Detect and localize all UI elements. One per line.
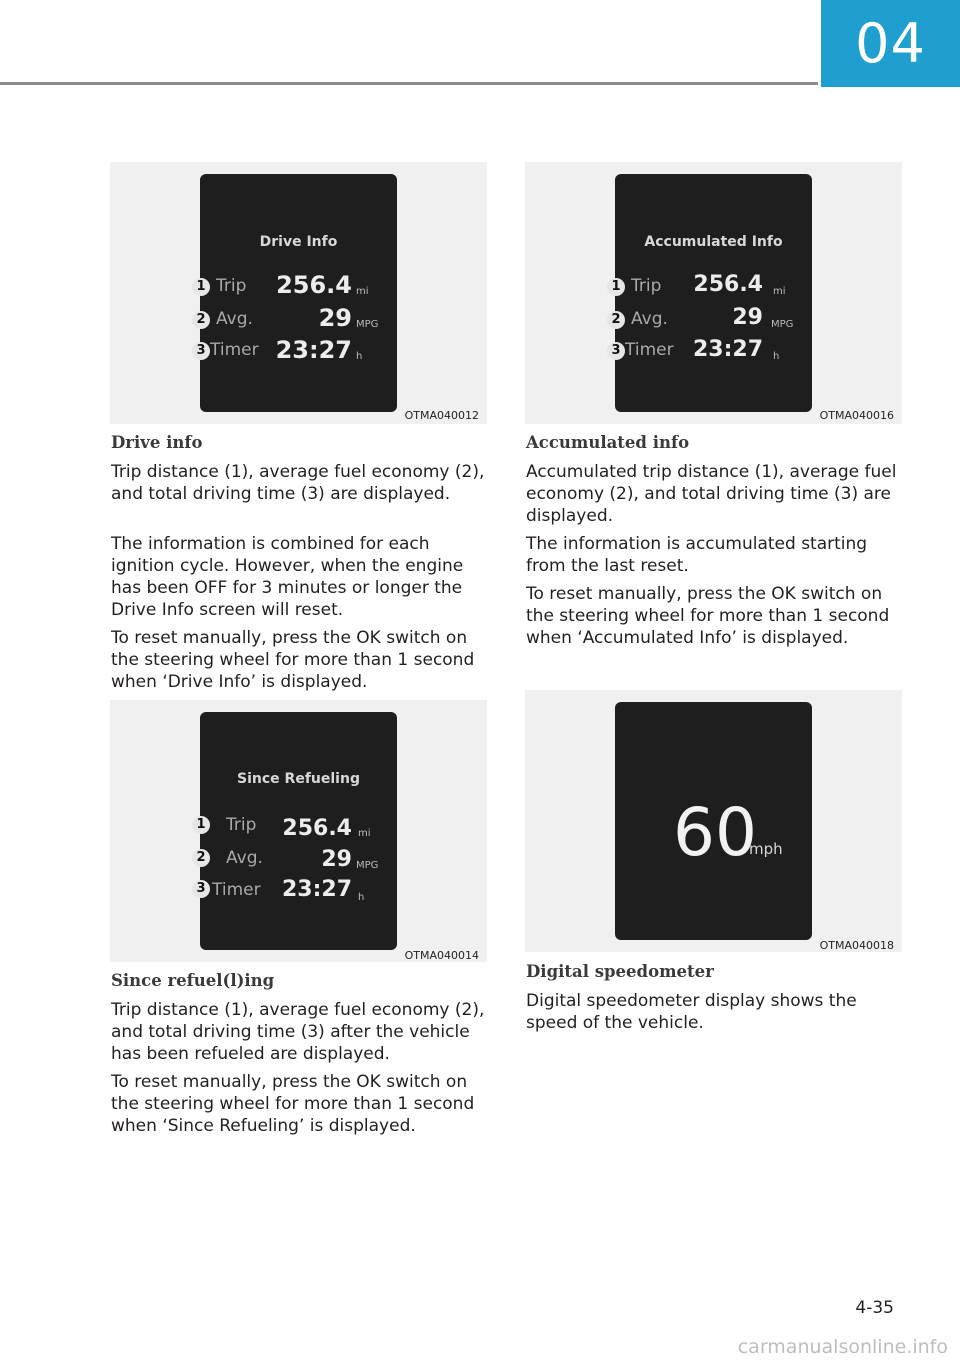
paragraph: Accumulated trip distance (1), average fuel economy (2), and total driving time (3) are displayed.: [526, 462, 897, 526]
trip-unit: mi: [356, 286, 369, 297]
timer-unit: h: [773, 351, 780, 362]
cluster-screen: [615, 702, 812, 940]
callout-1: 1: [192, 816, 210, 834]
figure-code: OTMA040016: [819, 409, 894, 422]
section-heading-accumulated-info: Accumulated info: [526, 433, 690, 452]
figure-code: OTMA040014: [404, 949, 479, 962]
timer-label: Timer: [210, 340, 259, 360]
paragraph: To reset manually, press the OK switch on the steering wheel for more than 1 second when ‘Accumulated Info’ is displayed.: [526, 584, 890, 648]
avg-value: 29: [321, 847, 352, 872]
header-rule: [0, 82, 818, 85]
avg-label: Avg.: [631, 309, 668, 329]
callout-3: 3: [192, 880, 210, 898]
avg-unit: MPG: [356, 319, 379, 330]
figure-drive-info: [110, 162, 487, 424]
callout-2: 2: [192, 849, 210, 867]
avg-label: Avg.: [216, 309, 253, 329]
page-number: 4-35: [855, 1298, 894, 1318]
trip-unit: mi: [358, 828, 371, 839]
paragraph: The information is accumulated starting from the last reset.: [526, 534, 868, 576]
figure-digital-speedometer: [525, 690, 902, 952]
trip-unit: mi: [773, 286, 786, 297]
speed-unit: mph: [749, 840, 783, 858]
trip-value: 256.4: [693, 272, 763, 297]
paragraph: The information is combined for each ignition cycle. However, when the engine has been OFF for 3 minutes or longer the Drive Info screen will reset.: [111, 534, 464, 620]
section-heading-digital-speedometer: Digital speedometer: [526, 962, 714, 981]
figure-code: OTMA040018: [819, 939, 894, 952]
chapter-tab: 04: [821, 0, 960, 87]
callout-3: 3: [607, 342, 625, 360]
cluster-screen: [200, 174, 397, 412]
timer-label: Timer: [625, 340, 674, 360]
callout-2: 2: [607, 311, 625, 329]
avg-unit: MPG: [771, 319, 794, 330]
trip-value: 256.4: [276, 271, 352, 299]
screen-title: Drive Info: [259, 234, 338, 250]
trip-label: Trip: [216, 276, 247, 296]
watermark: carmanualsonline.info: [737, 1336, 948, 1358]
cluster-screen: [200, 712, 397, 950]
trip-label: Trip: [631, 276, 662, 296]
trip-value: 256.4: [282, 816, 352, 841]
timer-unit: h: [358, 892, 365, 903]
callout-2: 2: [192, 311, 210, 329]
avg-unit: MPG: [356, 860, 379, 871]
avg-value: 29: [318, 304, 352, 332]
figure-accumulated-info: [525, 162, 902, 424]
screen-title: Accumulated Info: [644, 234, 783, 250]
callout-1: 1: [192, 278, 210, 296]
timer-value: 23:27: [692, 337, 763, 362]
figure-since-refueling: [110, 700, 487, 962]
paragraph: Trip distance (1), average fuel economy (2), and total driving time (3) after the vehicle has been refueled are displayed.: [111, 1000, 485, 1064]
cluster-screen: [615, 174, 812, 412]
callout-3: 3: [192, 342, 210, 360]
figure-code: OTMA040012: [404, 409, 479, 422]
screen-title: Since Refueling: [237, 771, 360, 787]
paragraph: Trip distance (1), average fuel economy (2), and total driving time (3) are displayed.: [111, 462, 485, 504]
avg-value: 29: [732, 305, 763, 330]
section-heading-since-refueling: Since refuel(l)ing: [111, 971, 275, 990]
trip-label: Trip: [226, 815, 257, 835]
paragraph: To reset manually, press the OK switch on the steering wheel for more than 1 second when ‘Since Refueling’ is displayed.: [111, 1072, 475, 1136]
paragraph: Digital speedometer display shows the speed of the vehicle.: [526, 991, 857, 1033]
section-heading-drive-info: Drive info: [111, 433, 203, 452]
timer-unit: h: [356, 351, 363, 362]
timer-label: Timer: [212, 880, 261, 900]
timer-value: 23:27: [281, 877, 352, 902]
speed-value: 60: [673, 794, 757, 871]
paragraph: To reset manually, press the OK switch on the steering wheel for more than 1 second when ‘Drive Info’ is displayed.: [111, 628, 475, 692]
callout-1: 1: [607, 278, 625, 296]
timer-value: 23:27: [275, 336, 352, 364]
avg-label: Avg.: [226, 848, 263, 868]
